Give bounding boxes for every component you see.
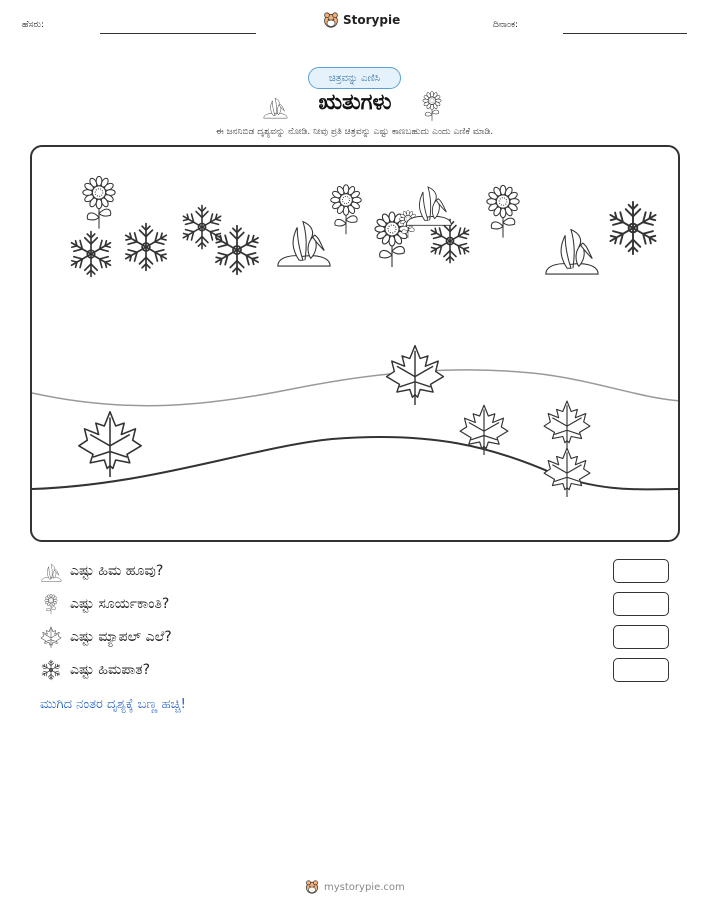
title-sunflower-icon	[420, 90, 444, 122]
date-field[interactable]	[563, 33, 687, 34]
scene-illustration	[32, 147, 680, 542]
question-sunflower	[40, 593, 169, 615]
question-text: ಎಷ್ಟು ಹಿಮಪಾತ?	[70, 662, 151, 678]
scene-maple-leaf	[544, 448, 590, 498]
brand-logo	[323, 12, 400, 28]
footer-site: mystorypie.com	[324, 881, 405, 893]
scene-maple-leaf	[387, 346, 444, 408]
footer-mascot-icon	[305, 880, 319, 894]
back-hill-line	[32, 370, 680, 406]
question-text: ಎಷ್ಟು ಹಿಮ ಹೂವು?	[70, 563, 164, 579]
instructions: ಈ ಜನನಿಬಿಡ ದೃಶ್ಯವನ್ನು ನೋಡಿ. ನೀವು ಪ್ರತಿ ಚಿತ್ರವನ್ನು ಎಷ್ಟು ಕಾಣಬಹುದು ಎಂದು ಎಣಿಕೆ ಮಾಡಿ.	[215, 127, 494, 137]
scene-snowflake	[428, 219, 471, 262]
question-text: ಎಷ್ಟು ಸೂರ್ಯಕಾಂತಿ?	[70, 596, 170, 612]
answer-box-snowflake[interactable]	[613, 658, 669, 682]
answer-box-maple-leaf[interactable]	[613, 625, 669, 649]
brand-name: Storypie	[343, 13, 401, 27]
scene-snowflake	[68, 232, 113, 277]
sunflower-icon	[40, 593, 62, 615]
color-instruction: ಮುಗಿದ ನಂತರ ದೃಶ್ಯಕ್ಕೆ ಬಣ್ಣ ಹಚ್ಚಿ!	[40, 697, 186, 712]
question-snowdrop	[40, 560, 163, 582]
question-maple-leaf	[40, 626, 172, 648]
snowdrop-icon	[40, 560, 62, 582]
snowflake-icon	[40, 659, 62, 681]
answer-box-snowdrop[interactable]	[613, 559, 669, 583]
footer	[305, 880, 405, 894]
answer-box-sunflower[interactable]	[613, 592, 669, 616]
question-snowflake	[40, 659, 150, 681]
title-snowdrop-icon	[260, 93, 290, 119]
scene-maple-leaf	[79, 412, 141, 480]
scene-maple-leaf	[544, 401, 590, 451]
scene-sunflower	[331, 185, 362, 235]
scene-snowdrop	[546, 230, 598, 274]
activity-badge: ಚಿತ್ರವನ್ನು ಎಣಿಸಿ	[308, 67, 401, 89]
maple-leaf-icon	[40, 626, 62, 648]
scene-snowdrop	[406, 187, 451, 225]
scene-maple-leaf	[460, 405, 508, 457]
counting-scene	[30, 145, 680, 542]
scene-snowdrop	[278, 222, 330, 266]
date-label: ದಿನಾಂಕ:	[493, 20, 519, 30]
question-text: ಎಷ್ಟು ಮ್ಯಾಪಲ್ ಎಲೆ?	[70, 629, 172, 645]
scene-snowflake	[122, 224, 169, 271]
scene-snowflake	[607, 202, 659, 254]
mascot-icon	[323, 12, 339, 28]
scene-sunflower	[487, 185, 519, 237]
name-field[interactable]	[100, 33, 256, 34]
page-title: ಋತುಗಳು	[318, 90, 392, 115]
name-label: ಹೆಸರು:	[22, 20, 45, 30]
scene-sunflower	[83, 176, 115, 228]
